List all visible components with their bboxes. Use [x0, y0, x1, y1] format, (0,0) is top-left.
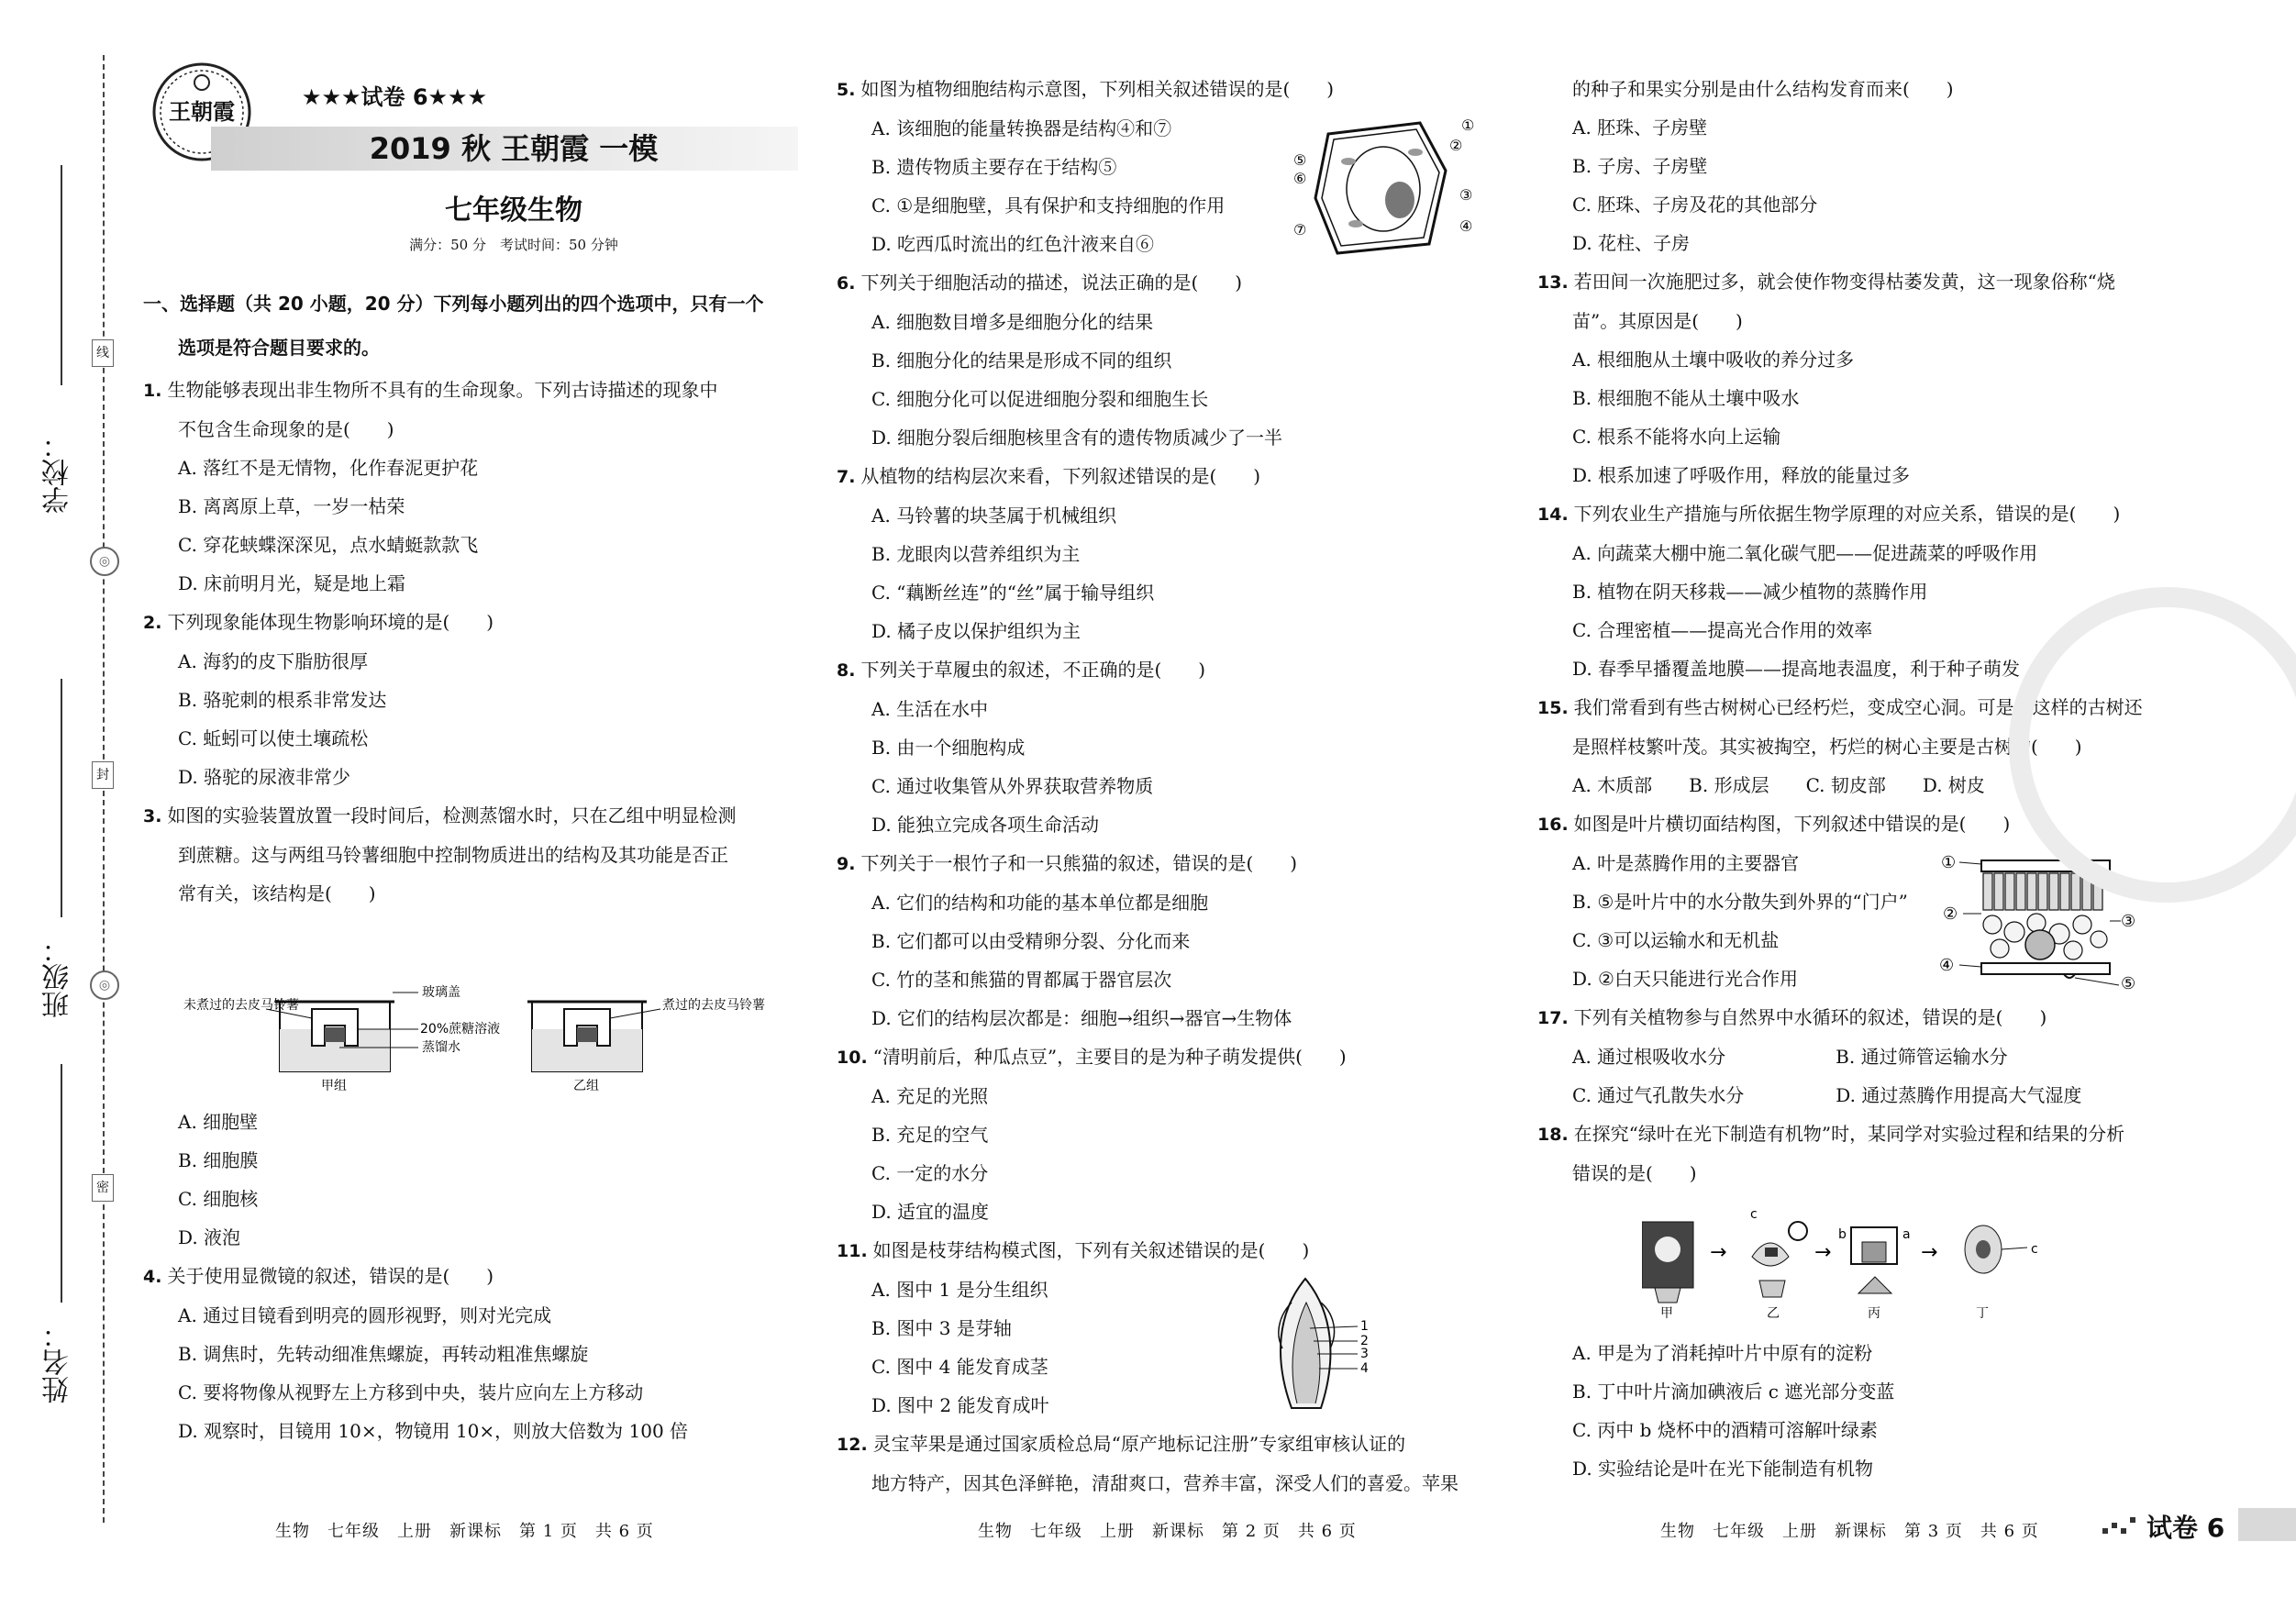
option-b: B. 植物在阴天移栽——减少植物的蒸腾作用 [1572, 581, 1928, 603]
option-a: A. 充足的光照 [871, 1085, 989, 1107]
question-text: 苗”。其原因是( ) [1572, 310, 1743, 332]
label-glass: 玻璃盖 [422, 985, 460, 1000]
label-6: ⑥ [1293, 170, 1307, 187]
question-text: “清明前后，种瓜点豆”，主要目的是为种子萌发提供( ) [872, 1046, 1347, 1068]
option-b: B. 离离原上草，一岁一枯荣 [178, 495, 405, 517]
label-group-a: 甲组 [321, 1079, 347, 1092]
option-a: A. 海豹的皮下脂肪很厚 [178, 650, 369, 672]
option-b: B. 调焦时，先转动细准焦螺旋，再转动粗准焦螺旋 [178, 1343, 589, 1365]
question-2 [143, 603, 736, 796]
question-18 [1537, 1115, 2143, 1192]
question-number: 12. [837, 1435, 868, 1455]
label-4: 4 [1360, 1361, 1369, 1376]
question-number: 16. [1537, 815, 1569, 835]
corner-band [2238, 1508, 2296, 1541]
exam-meta: 满分：50 分 考试时间：50 分钟 [409, 237, 618, 253]
question-number: 3. [143, 806, 162, 826]
question-text: 下列关于一根竹子和一只熊猫的叙述，错误的是( ) [860, 852, 1298, 874]
label-2: ② [1943, 904, 1958, 924]
options-row-cd: C. 通过气孔散失水分 D. 通过蒸腾作用提高大气湿度 [1572, 1084, 2082, 1106]
option-b: B. 丁中叶片滴加碘液后 c 遮光部分变蓝 [1572, 1381, 1895, 1403]
label-sugar: 20%蔗糖溶液 [420, 1022, 501, 1037]
option-a: A. 根细胞从土壤中吸收的养分过多 [1572, 349, 1855, 371]
question-number: 15. [1537, 698, 1569, 718]
option-d: D. 吃西瓜时流出的红色汁液来自⑥ [871, 233, 1155, 255]
question-text: 灵宝苹果是通过国家质检总局“原产地标记注册”专家组审核认证的 [872, 1433, 1406, 1455]
corner-exam-label: 试卷 6 [2146, 1513, 2225, 1543]
figure-branch-bud [1255, 1275, 1374, 1413]
option-a: A. 马铃薯的块茎属于机械组织 [871, 505, 1117, 527]
options-row: A. 木质部 B. 形成层 C. 韧皮部 D. 树皮 [1572, 774, 1985, 796]
seal-line-mark: 线 [92, 339, 114, 367]
question-number: 5. [837, 80, 856, 100]
option-b: B. 细胞分化的结果是形成不同的组织 [871, 349, 1172, 372]
option-d: D. 骆驼的尿液非常少 [178, 766, 351, 788]
option-c: C. 细胞分化可以促进细胞分裂和细胞生长 [871, 388, 1209, 410]
question-1 [143, 371, 736, 603]
label-a: a [1902, 1227, 1911, 1242]
question-number: 6. [837, 273, 856, 294]
question-number: 1. [143, 381, 162, 401]
question-number: 18. [1537, 1125, 1569, 1145]
option-a: A. 通过目镜看到明亮的圆形视野，则对光完成 [178, 1304, 552, 1326]
label-water: 蒸馏水 [422, 1040, 460, 1055]
corner-dots-icon [2101, 1514, 2146, 1539]
option-c: C. ①是细胞壁，具有保护和支持细胞的作用 [871, 194, 1226, 216]
question-4 [143, 1257, 688, 1450]
question-number: 8. [837, 660, 856, 681]
arrow-1: → [1710, 1241, 1727, 1264]
seal-seal-mark: 封 [92, 761, 114, 789]
question-number: 7. [837, 467, 856, 487]
option-b: B. 骆驼刺的根系非常发达 [178, 689, 387, 711]
label-5: ⑤ [1293, 151, 1307, 169]
option-c: C. 合理密植——提高光合作用的效率 [1572, 619, 1873, 641]
option-d: D. 实验结论是叶在光下能制造有机物 [1572, 1458, 1874, 1480]
question-text: 如图是枝芽结构模式图，下列有关叙述错误的是( ) [872, 1239, 1310, 1261]
option-c: C. 细胞核 [178, 1188, 259, 1210]
label-b: b [1838, 1227, 1847, 1242]
option-c: C. ③可以运输水和无机盐 [1572, 929, 1780, 951]
question-7 [837, 457, 1459, 650]
school-label: 学校： [42, 431, 74, 514]
question-text: 从植物的结构层次来看，下列叙述错误的是( ) [860, 465, 1261, 487]
option-a: A. 该细胞的能量转换器是结构④和⑦ [871, 117, 1172, 139]
option-d: D. ②白天只能进行光合作用 [1572, 968, 1798, 990]
option-c: C. 通过收集管从外界获取营养物质 [871, 775, 1154, 797]
option-c: C. 图中 4 能发育成茎 [871, 1356, 1048, 1378]
arrow-2: → [1814, 1241, 1832, 1264]
option-d: D. 液泡 [178, 1226, 241, 1248]
option-c: C. “藕断丝连”的“丝”属于输导组织 [871, 582, 1155, 604]
page-footer-1: 生物 七年级 上册 新课标 第 1 页 共 6 页 [275, 1522, 654, 1541]
option-b: B. 子房、子房壁 [1572, 155, 1708, 177]
question-number: 9. [837, 854, 856, 874]
column-1 [143, 371, 736, 913]
question-13 [1537, 262, 2143, 494]
question-text: 如图为植物细胞结构示意图，下列相关叙述错误的是( ) [860, 78, 1335, 100]
label-4: ④ [1459, 217, 1473, 235]
label-c: c [1750, 1211, 1758, 1222]
option-d: D. 观察时，目镜用 10×，物镜用 10×，则放大倍数为 100 倍 [178, 1420, 689, 1442]
question-text: 下列关于草履虫的叙述，不正确的是( ) [860, 659, 1206, 681]
option-a: A. 图中 1 是分生组织 [871, 1279, 1048, 1301]
label-group-b: 乙组 [573, 1079, 599, 1092]
question-number: 4. [143, 1267, 162, 1287]
label-yi: 乙 [1767, 1306, 1780, 1321]
option-a: A. 落红不是无情物，化作春泥更护花 [178, 457, 479, 479]
option-b: B. 它们都可以由受精卵分裂、分化而来 [871, 930, 1191, 952]
binding-dash-line [103, 55, 105, 1523]
option-b: B. ⑤是叶片中的水分散失到外界的“门户” [1572, 891, 1908, 913]
option-b: B. 图中 3 是芽轴 [871, 1317, 1012, 1339]
question-text: 下列现象能体现生物影响环境的是( ) [167, 611, 494, 633]
question-text: 如图的实验装置放置一段时间后，检测蒸馏水时，只在乙组中明显检测 [167, 804, 737, 826]
section-heading: 一、选择题（共 20 小题，20 分）下列每小题列出的四个选项中，只有一个 [143, 293, 764, 315]
arrow-3: → [1921, 1241, 1938, 1264]
question-text: 我们常看到有些古树树心已经朽烂，变成空心洞。可是，这样的古树还 [1573, 696, 2143, 718]
label-1: ① [1461, 116, 1475, 134]
section-heading-cont: 选项是符合题目要求的。 [178, 337, 380, 359]
question-9 [837, 844, 1459, 1037]
question-number: 14. [1537, 505, 1569, 525]
svg-text:王朝霞: 王朝霞 [169, 99, 235, 125]
column-1-bottom [143, 1103, 688, 1450]
question-8 [837, 650, 1459, 844]
option-a: A. 生活在水中 [871, 698, 989, 720]
label-7: ⑦ [1293, 221, 1307, 238]
option-c: C. 一定的水分 [871, 1162, 989, 1184]
question-text: 下列农业生产措施与所依据生物学原理的对应关系，错误的是( ) [1573, 503, 2121, 525]
label-1: 1 [1360, 1319, 1369, 1334]
label-cooked-potato: 煮过的去皮马铃薯 [662, 998, 765, 1013]
option-c: C. 胚珠、子房及花的其他部分 [1572, 194, 1818, 216]
question-number: 13. [1537, 272, 1569, 293]
label-3: 3 [1360, 1347, 1369, 1361]
option-d: D. 图中 2 能发育成叶 [871, 1394, 1049, 1416]
question-text: 下列有关植物参与自然界中水循环的叙述，错误的是( ) [1573, 1006, 2047, 1028]
figure-osmosis-experiment [183, 981, 771, 1092]
question-3 [143, 796, 736, 913]
option-b: B. 龙眼肉以营养组织为主 [871, 543, 1081, 565]
label-bing: 丙 [1868, 1306, 1880, 1321]
question-text: 如图是叶片横切面结构图，下列叙述中错误的是( ) [1573, 813, 2011, 835]
question-12-cont [1537, 70, 2143, 262]
question-text: 在探究“绿叶在光下制造有机物”时，某同学对实验过程和结果的分析 [1573, 1123, 2125, 1145]
question-12 [837, 1425, 1459, 1503]
option-c: C. 竹的茎和熊猫的胃都属于器官层次 [871, 969, 1172, 991]
label-jia: 甲 [1660, 1306, 1673, 1321]
option-a: A. 胚珠、子房壁 [1572, 116, 1708, 139]
label-3: ③ [1459, 186, 1473, 204]
label-c: c [2031, 1242, 2038, 1257]
option-d: D. 橘子皮以保护组织为主 [871, 620, 1081, 642]
option-a: A. 甲是为了消耗掉叶片中原有的淀粉 [1572, 1342, 1873, 1364]
option-d: D. 春季早播覆盖地膜——提高地表温度，利于种子萌发 [1572, 658, 2021, 680]
question-18-options [1537, 1334, 1894, 1488]
label-1: ① [1941, 853, 1957, 872]
question-text: 不包含生命现象的是( ) [178, 418, 394, 440]
question-text: 到蔗糖。这与两组马铃薯细胞中控制物质进出的结构及其功能是否正 [178, 844, 728, 866]
question-number: 2. [143, 613, 162, 633]
option-c: C. 根系不能将水向上运输 [1572, 426, 1781, 448]
option-c: C. 穿花蛱蝶深深见，点水蜻蜓款款飞 [178, 534, 479, 556]
option-b: B. 遗传物质主要存在于结构⑤ [871, 156, 1117, 178]
label-5: ⑤ [2121, 974, 2136, 993]
question-text: 若田间一次施肥过多，就会使作物变得枯萎发黄，这一现象俗称“烧 [1573, 271, 2115, 293]
binding-dot-icon: ◎ [90, 547, 119, 576]
option-d: D. 能独立完成各项生命活动 [871, 814, 1100, 836]
figure-photosynthesis-steps [1642, 1211, 2101, 1321]
label-2: 2 [1360, 1334, 1369, 1348]
label-ding: 丁 [1976, 1306, 1989, 1321]
question-17 [1537, 998, 2143, 1115]
column-3 [1537, 70, 2143, 1192]
seal-secret-mark: 密 [92, 1174, 114, 1202]
question-text: 地方特产，因其色泽鲜艳，清甜爽口，营养丰富，深受人们的喜爱。苹果 [871, 1472, 1459, 1494]
label-4: ④ [1939, 956, 1955, 975]
option-b: B. 细胞膜 [178, 1149, 259, 1171]
label-raw-potato: 未煮过的去皮马铃薯 [183, 998, 299, 1013]
class-label: 班级： [42, 936, 74, 1018]
class-underline [61, 679, 62, 917]
page-footer-2: 生物 七年级 上册 新课标 第 2 页 共 6 页 [978, 1522, 1357, 1541]
label-3: ③ [2121, 912, 2136, 931]
option-a: A. 细胞数目增多是细胞分化的结果 [871, 311, 1154, 333]
label-2: ② [1449, 137, 1463, 154]
option-a: A. 它们的结构和功能的基本单位都是细胞 [871, 892, 1209, 914]
option-b: B. 由一个细胞构成 [871, 737, 1026, 759]
option-d: D. 花柱、子房 [1572, 232, 1691, 254]
option-c: C. 蚯蚓可以使土壤疏松 [178, 727, 369, 749]
page-footer-3: 生物 七年级 上册 新课标 第 3 页 共 6 页 [1660, 1522, 2039, 1541]
question-text: 错误的是( ) [1572, 1162, 1697, 1184]
option-d: D. 适宜的温度 [871, 1201, 990, 1223]
option-b: B. 充足的空气 [871, 1124, 989, 1146]
option-a: A. 叶是蒸腾作用的主要器官 [1572, 852, 1800, 874]
options-row-ab: A. 通过根吸收水分 B. 通过筛管运输水分 [1572, 1046, 2008, 1068]
question-number: 17. [1537, 1008, 1569, 1028]
option-c: C. 丙中 b 烧杯中的酒精可溶解叶绿素 [1572, 1419, 1878, 1441]
question-text: 关于使用显微镜的叙述，错误的是( ) [167, 1265, 494, 1287]
question-text: 生物能够表现出非生物所不具有的生命现象。下列古诗描述的现象中 [167, 379, 718, 401]
option-d: D. 细胞分裂后细胞核里含有的遗传物质减少了一半 [871, 427, 1283, 449]
binding-dot-icon: ◎ [90, 970, 119, 1000]
question-text: 的种子和果实分别是由什么结构发育而来( ) [1572, 78, 1954, 100]
option-b: B. 根细胞不能从土壤中吸水 [1572, 387, 1800, 409]
exam-number: ★★★试卷 6★★★ [301, 84, 488, 110]
option-c: C. 要将物像从视野左上方移到中央，装片应向左上方移动 [178, 1381, 644, 1403]
subject-title: 七年级生物 [445, 194, 582, 227]
question-10 [837, 1037, 1459, 1231]
option-d: D. 床前明月光，疑是地上霜 [178, 572, 406, 594]
exam-title: 2019 秋 王朝霞 一模 [369, 131, 659, 166]
option-a: A. 细胞壁 [178, 1111, 259, 1133]
question-number: 10. [837, 1048, 868, 1068]
figure-plant-cell [1292, 116, 1475, 262]
option-d: D. 根系加速了呼吸作用，释放的能量过多 [1572, 464, 1911, 486]
question-6 [837, 263, 1459, 457]
question-text: 是照样枝繁叶茂。其实被掏空，朽烂的树心主要是古树的( ) [1572, 736, 2082, 758]
question-3-options [143, 1103, 688, 1257]
name-underline [61, 1064, 62, 1303]
question-number: 11. [837, 1241, 868, 1261]
name-label: 姓名： [42, 1321, 74, 1403]
question-text: 下列关于细胞活动的描述，说法正确的是( ) [860, 272, 1243, 294]
school-underline [61, 165, 62, 385]
question-text: 常有关，该结构是( ) [178, 882, 376, 904]
option-d: D. 它们的结构层次都是：细胞→组织→器官→生物体 [871, 1007, 1292, 1029]
option-a: A. 向蔬菜大棚中施二氧化碳气肥——促进蔬菜的呼吸作用 [1572, 542, 2038, 564]
